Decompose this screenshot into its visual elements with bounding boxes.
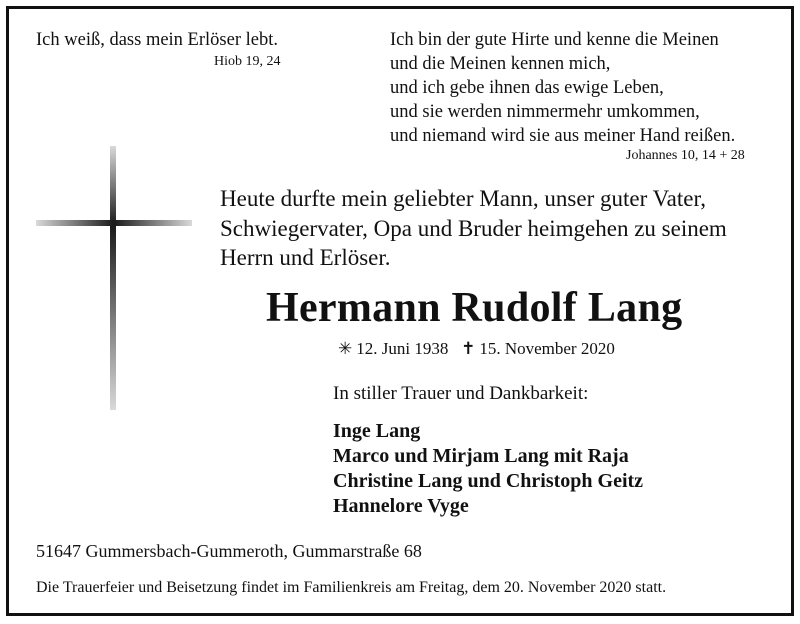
intro-line: Heute durfte mein geliebter Mann, unser guter Vater,	[220, 186, 706, 211]
verse-right-line: und ich gebe ihnen das ewige Leben,	[390, 78, 664, 98]
family-list	[333, 419, 643, 519]
verse-left-reference: Hiob 19, 24	[214, 54, 281, 69]
verse-right-line: Ich bin der gute Hirte und kenne die Meinen	[390, 30, 719, 50]
life-dates	[338, 339, 615, 359]
mourning-text: In stiller Trauer und Dankbarkeit:	[333, 383, 589, 404]
verse-right-line: und niemand wird sie aus meiner Hand reißen.	[390, 126, 736, 146]
birth-date: 12. Juni 1938	[356, 339, 449, 358]
intro-text	[220, 184, 727, 273]
deceased-name: Hermann Rudolf Lang	[266, 285, 683, 331]
intro-line: Herrn und Erlöser.	[220, 245, 391, 270]
family-member: Marco und Mirjam Lang mit Raja	[333, 445, 629, 467]
cross-icon	[36, 146, 192, 410]
family-member: Hannelore Vyge	[333, 495, 469, 517]
star-icon: ✳	[338, 339, 353, 358]
intro-line: Schwiegervater, Opa und Bruder heimgehen zu seinem	[220, 215, 727, 241]
ceremony-notice: Die Trauerfeier und Beisetzung findet im Familienkreis am Freitag, dem 20. November 2020 statt.	[36, 579, 667, 596]
death-date: 15. November 2020	[479, 339, 615, 358]
verse-left: Ich weiß, dass mein Erlöser lebt.	[36, 30, 278, 50]
verse-right-line: und sie werden nimmermehr umkommen,	[390, 102, 700, 122]
verse-right	[390, 28, 735, 148]
verse-right-line: und die Meinen kennen mich,	[390, 54, 611, 74]
death-cross-icon: ✝	[461, 339, 476, 358]
address: 51647 Gummersbach-Gummeroth, Gummarstraße 68	[36, 541, 422, 561]
family-member: Christine Lang und Christoph Geitz	[333, 470, 644, 492]
family-member: Inge Lang	[333, 420, 421, 442]
verse-right-reference: Johannes 10, 14 + 28	[626, 148, 745, 163]
